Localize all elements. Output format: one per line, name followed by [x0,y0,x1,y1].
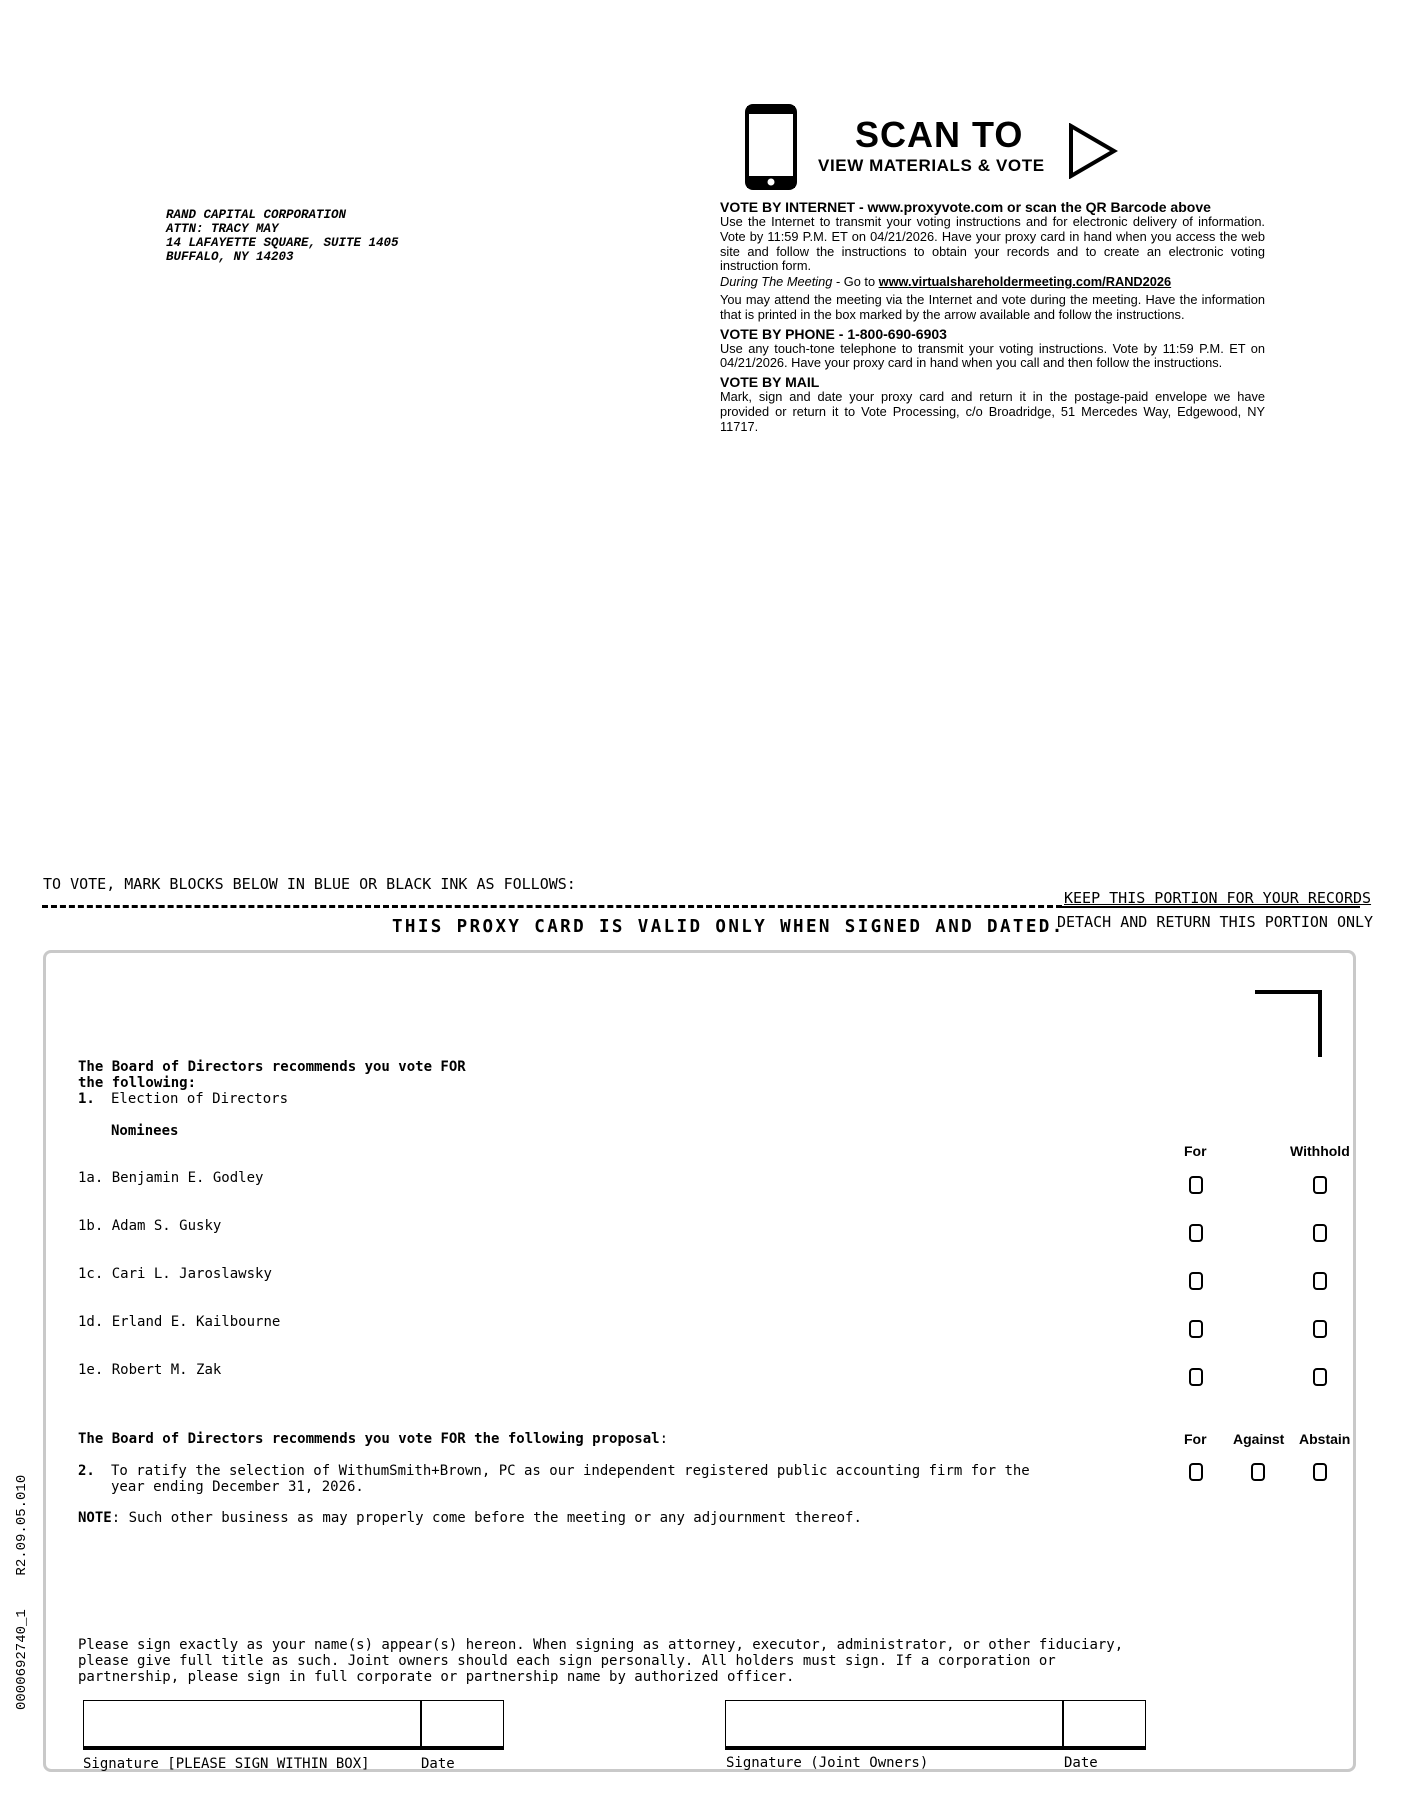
address-line: RAND CAPITAL CORPORATION [166,208,347,222]
withhold-checkbox[interactable] [1313,1320,1327,1338]
for-checkbox[interactable] [1189,1320,1203,1338]
side-control-code: 0000692740_1 R2.09.05.010 [14,1474,30,1710]
nominee-name: Adam S. Gusky [111,1218,222,1234]
for-checkbox[interactable] [1189,1176,1203,1194]
nominee-id: 1a. [78,1170,104,1186]
board-recommendation-2 [78,1431,668,1447]
nominee-id: 1e. [78,1362,104,1378]
signing-instruction-line: Please sign exactly as your name(s) appear(s) hereon. When signing as attorney, executor, administrator, or other fiduciary, [78,1637,1124,1653]
address-line: ATTN: TRACY MAY [166,222,279,236]
proposal-1-number: 1. [78,1091,95,1107]
proposal-2-number: 2. [78,1463,95,1479]
detach-solid-line [1062,906,1360,908]
note-label: NOTE [78,1510,112,1526]
note-text: : Such other business as may properly come before the meeting or any adjournment thereof. [111,1510,862,1526]
meeting-text: You may attend the meeting via the Internet and vote during the meeting. Have the information that is printed in the box marked by the arrow available and follow the instructions. [720,291,1265,322]
voting-instructions [720,197,1265,435]
proposal-2-text-line1: To ratify the selection of WithumSmith+Brown, PC as our independent registered public accounting firm for the [111,1463,1030,1479]
nominee-id: 1b. [78,1218,104,1234]
signature-divider [1062,1700,1064,1746]
scan-title: SCAN TO [855,114,1024,155]
date-label: Date [421,1756,455,1772]
signing-instruction-line: partnership, please sign in full corporate or partnership name by authorized officer. [78,1669,795,1685]
nominee-name: Benjamin E. Godley [111,1170,264,1186]
proposal-1-title: Election of Directors [111,1091,289,1107]
signing-instruction-line: please give full title as such. Joint owners should each sign personally. All holders must sign. If a corporation or [78,1653,1056,1669]
meeting-goto: - Go to [832,274,879,290]
meeting-line [720,275,1265,290]
for-checkbox[interactable] [1189,1368,1203,1386]
nominee-name: Erland E. Kailbourne [111,1314,281,1330]
joint-signature-label: Signature (Joint Owners) [726,1755,929,1771]
column-withhold: Withhold [1290,1143,1350,1159]
nominee-row [78,1362,221,1378]
column-for: For [1184,1143,1207,1159]
keep-portion-label: KEEP THIS PORTION FOR YOUR RECORDS [1064,889,1372,907]
joint-signature-box[interactable] [725,1700,1146,1750]
nominee-row [78,1218,221,1234]
scan-subtitle: VIEW MATERIALS & VOTE [818,156,1045,175]
internet-heading: VOTE BY INTERNET - www.proxyvote.com or scan the QR Barcode above [720,199,1211,215]
valid-notice: THIS PROXY CARD IS VALID ONLY WHEN SIGNED AND DATED. [392,917,1065,937]
note [78,1510,862,1526]
withhold-checkbox[interactable] [1313,1272,1327,1290]
to-vote-instruction: TO VOTE, MARK BLOCKS BELOW IN BLUE OR BLACK INK AS FOLLOWS: [43,875,576,893]
signature-divider [420,1700,422,1746]
board-recommendation-1b: the following: [78,1075,197,1091]
phone-icon [745,104,797,195]
for-checkbox[interactable] [1189,1272,1203,1290]
phone-heading: VOTE BY PHONE - 1-800-690-6903 [720,325,947,342]
signature-label: Signature [PLEASE SIGN WITHIN BOX] [83,1756,370,1772]
phone-text: Use any touch-tone telephone to transmit your voting instructions. Vote by 11:59 P.M. ET on 04/21/2026. Have your proxy card in hand when you call and then follow the instructions. [720,340,1265,371]
column-for-2: For [1184,1431,1207,1447]
withhold-checkbox[interactable] [1313,1176,1327,1194]
recommend-colon: : [659,1431,669,1447]
column-abstain: Abstain [1299,1431,1351,1447]
nominee-row [78,1170,263,1186]
meeting-label: During The Meeting [720,274,833,290]
internet-text: Use the Internet to transmit your voting instructions and for electronic delivery of information. Vote by 11:59 P.M. ET on 04/21/2026. Have your proxy card in hand when you access the web site and follow the instructions to obtain your records and to create an electronic voting instruction form. [720,214,1265,274]
mail-heading: VOTE BY MAIL [720,374,820,391]
nominee-id: 1c. [78,1266,104,1282]
address-line: BUFFALO, NY 14203 [166,250,294,264]
for-checkbox[interactable] [1189,1224,1203,1242]
address-line: 14 LAFAYETTE SQUARE, SUITE 1405 [166,236,399,250]
withhold-checkbox[interactable] [1313,1368,1327,1386]
signature-box[interactable] [83,1700,504,1750]
against-checkbox[interactable] [1251,1463,1265,1481]
detach-return-label: DETACH AND RETURN THIS PORTION ONLY [1057,913,1374,931]
recommend-a: The Board of Directors recommends you vote [78,1431,441,1447]
detach-dashed-line [42,905,1062,908]
nominee-name: Cari L. Jaroslawsky [111,1266,272,1282]
abstain-checkbox[interactable] [1313,1463,1327,1481]
board-recommendation-1: The Board of Directors recommends you vote FOR [78,1059,466,1075]
for-checkbox[interactable] [1189,1463,1203,1481]
nominee-id: 1d. [78,1314,104,1330]
nominee-row [78,1314,280,1330]
meeting-url-link[interactable]: www.virtualshareholdermeeting.com/RAND2026 [878,274,1172,290]
column-against: Against [1233,1431,1285,1447]
proposal-2-text-line2: year ending December 31, 2026. [111,1479,364,1495]
mail-text: Mark, sign and date your proxy card and return it in the postage-paid envelope we have provided or return it to Vote Processing, c/o Broadridge, 51 Mercedes Way, Edgewood, NY 11717. [720,389,1265,434]
nominee-name: Robert M. Zak [111,1362,222,1378]
mailing-address [166,208,399,264]
withhold-checkbox[interactable] [1313,1224,1327,1242]
corner-mark [1255,990,1322,1057]
play-arrow-icon [1068,123,1118,184]
joint-date-label: Date [1064,1755,1098,1771]
nominee-row [78,1266,272,1282]
nominees-label: Nominees [111,1123,179,1139]
recommend-c: the following proposal [465,1431,660,1447]
recommend-for: FOR [440,1431,466,1447]
